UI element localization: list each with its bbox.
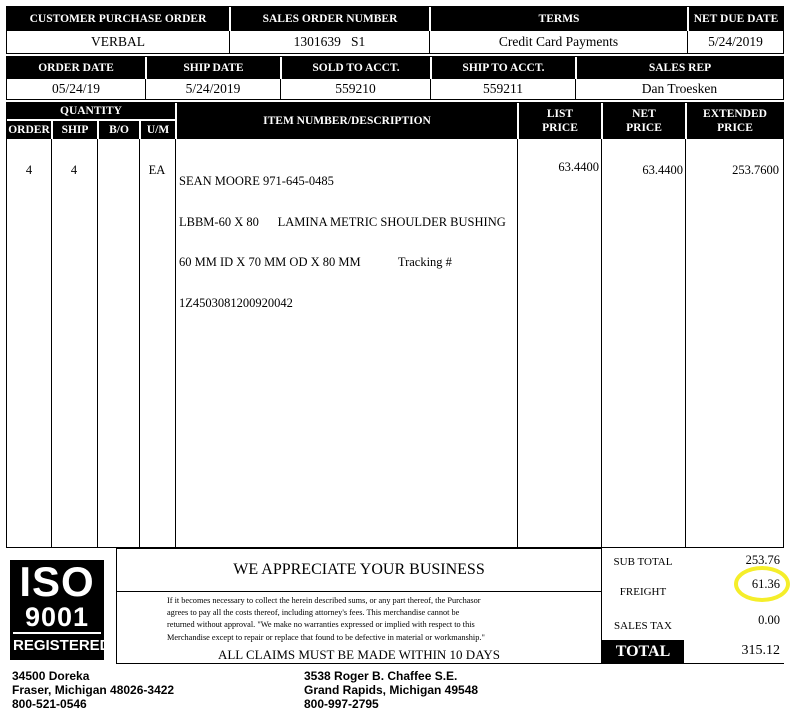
- iso-9001-logo: [10, 558, 111, 660]
- item-list-price: 63.4400: [558, 160, 599, 174]
- ship-col-header: SHIP: [51, 121, 97, 139]
- header-row-1: [6, 6, 784, 54]
- item-desc-line1: SEAN MOORE 971-645-0485: [179, 174, 334, 188]
- net-price-line2: PRICE: [626, 122, 662, 134]
- legal-divider: [117, 591, 601, 592]
- legal-line-1: If it becomes necessary to collect the herein described sums, or any part thereof, the Purchasor: [167, 596, 481, 605]
- sales-tax-value: 0.00: [758, 613, 780, 627]
- total-value-underline: [684, 663, 784, 664]
- thanks-message: WE APPRECIATE YOUR BUSINESS: [233, 561, 485, 578]
- terms-value: Credit Card Payments: [429, 31, 687, 53]
- order-date-value: 05/24/19: [51, 81, 100, 96]
- order-col-header: ORDER: [7, 121, 51, 139]
- ext-price-line1: EXTENDED: [703, 108, 767, 120]
- freight-label: FREIGHT: [619, 586, 667, 598]
- highlight-circle: [734, 566, 790, 602]
- ship-to-label: SHIP TO ACCT.: [430, 57, 575, 79]
- col-divider: [139, 139, 140, 547]
- ext-price-col-header: [685, 103, 783, 139]
- address-left-line2: Fraser, Michigan 48026-3422: [12, 683, 175, 697]
- sales-order-value: 1301639 S1: [229, 31, 429, 53]
- legal-line-3: returned without approval. "We make no warranties expressed or implied with respect to this: [167, 620, 475, 630]
- legal-line-4: Merchandise except to repair or replace that found to be defective in material or workmanship.": [167, 632, 485, 642]
- legal-terms: [167, 595, 597, 644]
- sales-tax-label: SALES TAX: [614, 620, 672, 632]
- iso-logo-number: 9001: [24, 602, 90, 632]
- item-extended-price: 253.7600: [732, 163, 779, 177]
- terms-label: TERMS: [429, 7, 687, 31]
- address-left-line3: 800-521-0546: [12, 697, 87, 711]
- header-row-2: [6, 56, 784, 100]
- item-net-price: 63.4400: [642, 163, 683, 177]
- quantity-header: QUANTITY: [7, 103, 175, 119]
- net-price-col-header: [601, 103, 685, 139]
- item-desc-line4: 1Z4503081200920042: [179, 295, 293, 310]
- col-divider: [601, 139, 602, 547]
- freight-value: 61.36: [751, 577, 780, 591]
- bo-col-header: B/O: [97, 121, 139, 139]
- address-right-line1: 3538 Roger B. Chaffee S.E.: [304, 669, 458, 683]
- ship-to-value: 559211: [430, 79, 575, 99]
- item-um: EA: [148, 163, 166, 177]
- item-desc-line2: LBBM-60 X 80 LAMINA METRIC SHOULDER BUSHING: [179, 214, 506, 229]
- net-price-line1: NET: [632, 108, 656, 120]
- col-divider: [97, 139, 98, 547]
- address-left-line1: 34500 Doreka: [12, 669, 90, 683]
- legal-line-2: agrees to pay all the costs thereof, including attorney's fees. This merchandise cannot be: [167, 608, 460, 618]
- col-divider: [51, 139, 52, 547]
- item-order-qty: 4: [25, 163, 33, 177]
- iso-logo-registered: REGISTERED: [13, 632, 101, 658]
- col-divider: [175, 139, 176, 547]
- ship-date-label: SHIP DATE: [145, 57, 280, 79]
- ext-price-line2: PRICE: [717, 122, 753, 134]
- ship-date-value: 5/24/2019: [145, 79, 280, 99]
- iso-logo-top: ISO: [19, 558, 95, 605]
- item-description: [179, 148, 515, 337]
- sales-rep-label: SALES REP: [575, 57, 783, 79]
- item-col-header: ITEM NUMBER/DESCRIPTION: [175, 103, 517, 139]
- line-items-table: [6, 102, 784, 548]
- totals-box: [602, 548, 784, 664]
- total-label: TOTAL: [602, 640, 684, 664]
- item-desc-line3: 60 MM ID X 70 MM OD X 80 MM Tracking #: [179, 255, 452, 269]
- sales-rep-value: Dan Troesken: [575, 79, 783, 99]
- list-price-line2: PRICE: [542, 122, 578, 134]
- list-price-line1: LIST: [546, 108, 574, 120]
- total-value: 315.12: [741, 643, 780, 658]
- customer-po-label: CUSTOMER PURCHASE ORDER: [7, 7, 229, 31]
- item-ship-qty: 4: [70, 163, 78, 177]
- sales-order-label: SALES ORDER NUMBER: [229, 7, 429, 31]
- net-due-value: 5/24/2019: [687, 31, 783, 53]
- sold-to-value: 559210: [280, 79, 430, 99]
- list-price-col-header: [517, 103, 601, 139]
- address-fraser: [12, 669, 272, 711]
- address-right-line3: 800-997-2795: [304, 697, 379, 711]
- claims-notice: ALL CLAIMS MUST BE MADE WITHIN 10 DAYS: [217, 647, 501, 662]
- col-divider: [685, 139, 686, 547]
- address-right-line2: Grand Rapids, Michigan 49548: [304, 683, 479, 697]
- customer-po-value: VERBAL: [91, 34, 145, 49]
- subtotal-value: 253.76: [745, 553, 780, 567]
- address-grand-rapids: [304, 669, 584, 711]
- net-due-label: NET DUE DATE: [687, 7, 783, 31]
- message-box: [116, 548, 602, 664]
- sold-to-label: SOLD TO ACCT.: [280, 57, 430, 79]
- um-col-header: U/M: [139, 121, 175, 139]
- col-divider: [517, 139, 518, 547]
- subtotal-label: SUB TOTAL: [613, 556, 673, 568]
- order-date-label: ORDER DATE: [7, 57, 145, 79]
